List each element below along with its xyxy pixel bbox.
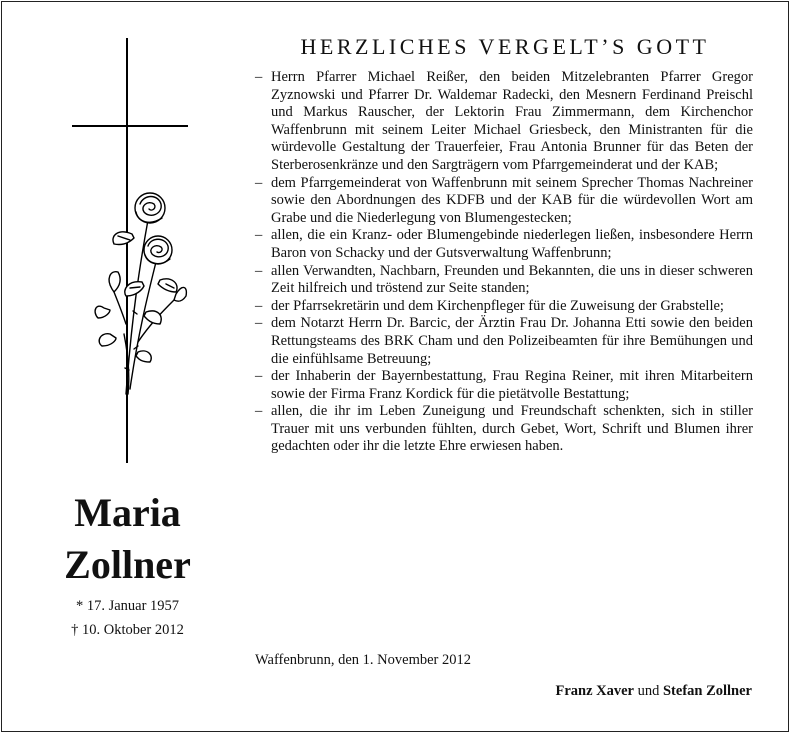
thanks-heading: HERZLICHES VERGELT’S GOTT: [300, 34, 710, 59]
thanks-list: [255, 69, 753, 456]
roses-icon: [88, 184, 198, 404]
cross-horizontal-bar: [72, 125, 188, 127]
list-item: – der Inhaberin der Bayernbestattung, Frau Regina Reiner, mit ihren Mitarbeitern sowie der Firma Franz Kordick für die pietätvolle Bestattung;: [255, 368, 753, 403]
signature-name-2: Stefan Zollner: [662, 683, 752, 699]
place-date: Waffenbrunn, den 1. November 2012: [255, 652, 472, 668]
list-item: – allen Verwandten, Nachbarn, Freunden und Bekannten, die uns in dieser schweren Zeit hilfreich und tröstend zur Seite standen;: [255, 263, 753, 298]
list-item: – Herrn Pfarrer Michael Reißer, den beiden Mitzelebranten Pfarrer Gregor Zyznowski und Pfarrer Dr. Waldemar Radecki, den Mesnern Ferdinand Preischl und Markus Rauscher, der Lektorin Frau Zimmermann, dem Kirchenchor Waffenbrunn mit seinem Leiter Michael Griesbeck, den Ministranten für die würdevolle Gestaltung der Trauerfeier, Frau Antonia Brunner für das Beten der Sterberosenkränze und den Sargträgern vom Pfarrgemeinderat und der KAB;: [255, 69, 753, 175]
signature-conjunction: und: [637, 683, 660, 699]
deceased-last-name: Zollner: [64, 542, 191, 587]
death-date: † 10. Oktober 2012: [71, 622, 184, 638]
signature: [555, 683, 752, 700]
signature-name-1: Franz Xaver: [555, 683, 634, 699]
birth-date: * 17. Januar 1957: [75, 598, 180, 614]
list-item: – allen, die ihr im Leben Zuneigung und Freundschaft schenkten, sich in stiller Trauer mit uns verbunden fühlten, durch Gebet, Wort, Schrift und Blumen ihrer gedachten oder ihr die letzte Ehre erwiesen haben.: [255, 403, 753, 456]
list-item: – der Pfarrsekretärin und dem Kirchenpfleger für die Zuweisung der Grabstelle;: [255, 298, 753, 316]
list-item: – allen, die ein Kranz- oder Blumengebinde niederlegen ließen, insbesondere Herrn Baron von Schacky und der Gutsverwaltung Waffenbrunn;: [255, 227, 753, 262]
list-item: – dem Notarzt Herrn Dr. Barcic, der Ärztin Frau Dr. Johanna Etti sowie den beiden Rettungsteams des BRK Cham und den Polizeibeamten für ihre Bemühungen und die einfühlsame Betreuung;: [255, 315, 753, 368]
deceased-first-name: Maria: [74, 490, 181, 535]
list-item: – dem Pfarrgemeinderat von Waffenbrunn mit seinem Sprecher Thomas Nachreiner sowie den Abordnungen des KDFB und der KAB für die würdevollen Wort am Grabe und die Niederlegung von Blumengestecken;: [255, 175, 753, 228]
